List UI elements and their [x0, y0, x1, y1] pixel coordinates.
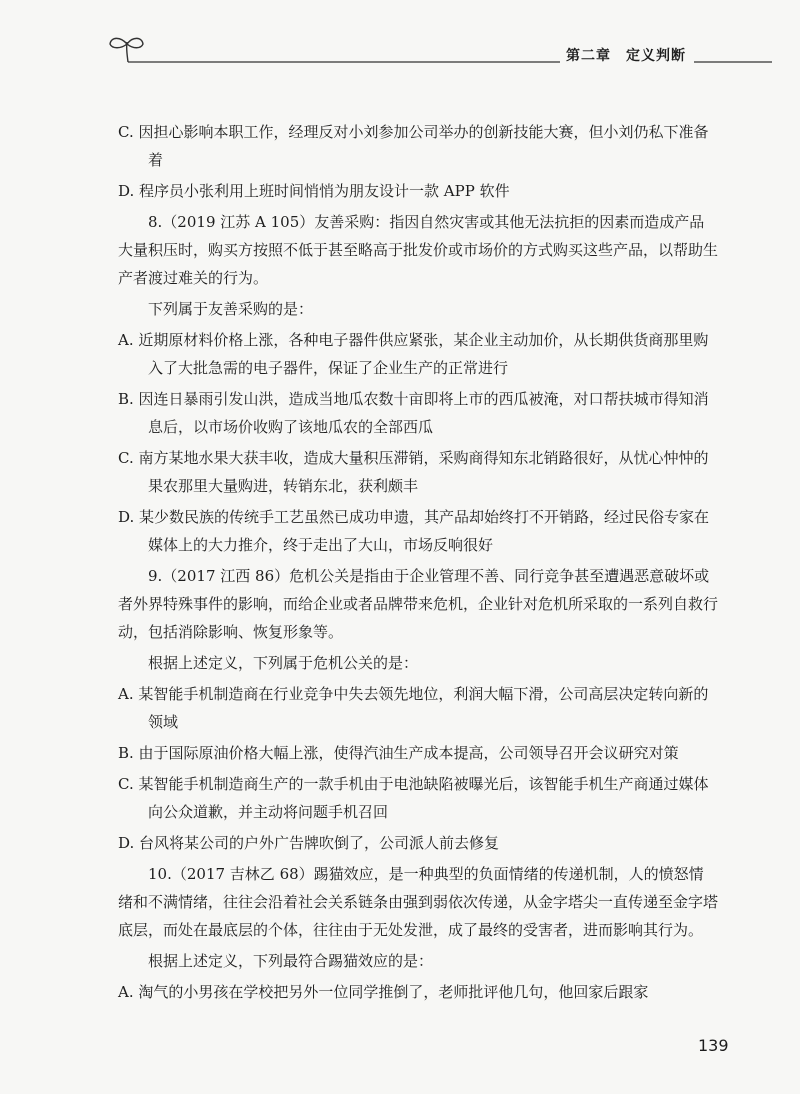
chapter-title: 第二章 定义判断 — [566, 48, 686, 64]
answer-option: D. 某少数民族的传统手工艺虽然已成功申遗，其产品却始终打不开销路，经过民俗专家在媒体上的大力推介，终于走出了大山，市场反响很好 — [118, 508, 710, 554]
page-header — [0, 0, 800, 80]
sprout-icon — [110, 38, 143, 62]
question-text: 下列属于友善采购的是： — [148, 300, 314, 318]
answer-option: D. 台风将某公司的户外广告牌吹倒了，公司派人前去修复 — [118, 834, 500, 852]
question-text: 10.（2017 吉林乙 68）踢猫效应，是一种典型的负面情绪的传递机制，人的愤怒情绪和不满情绪，往往会沿着社会关系链条由强到弱依次传递，从金字塔尖一直传递至金字塔底层，而处在最底层的个体，往往由于无处发泄，成了最终的受害者，进而影响其行为。 — [118, 865, 719, 939]
question-text: 根据上述定义，下列属于危机公关的是： — [148, 654, 419, 672]
answer-option: D. 程序员小张利用上班时间悄悄为朋友设计一款 APP 软件 — [118, 182, 510, 200]
answer-option: C. 因担心影响本职工作，经理反对小刘参加公司举办的创新技能大赛，但小刘仍私下准备着 — [118, 123, 709, 169]
page-number: 139 — [698, 1036, 729, 1055]
question-text: 8.（2019 江苏 A 105）友善采购：指因自然灾害或其他无法抗拒的因素而造成产品大量积压时，购买方按照不低于甚至略高于批发价或市场价的方式购买这些产品，以帮助生产者渡过难关的行为。 — [118, 213, 719, 287]
answer-option: A. 某智能手机制造商在行业竞争中失去领先地位，利润大幅下滑，公司高层决定转向新的领域 — [118, 685, 709, 731]
question-text: 根据上述定义，下列最符合踢猫效应的是： — [148, 952, 434, 970]
question-text: 9.（2017 江西 86）危机公关是指由于企业管理不善、同行竞争甚至遭遇恶意破坏或者外界特殊事件的影响，而给企业或者品牌带来危机，企业针对危机所采取的一系列自救行动，包括消除影响、恢复形象等。 — [118, 567, 719, 641]
answer-option: C. 南方某地水果大获丰收，造成大量积压滞销，采购商得知东北销路很好，从忧心忡忡的果农那里大量购进，转销东北，获利颇丰 — [118, 449, 709, 495]
answer-option: A. 淘气的小男孩在学校把另外一位同学推倒了，老师批评他几句，他回家后跟家 — [118, 983, 649, 1001]
header-decoration — [0, 0, 800, 80]
answer-option: A. 近期原材料价格上涨，各种电子器件供应紧张，某企业主动加价，从长期供货商那里购入了大批急需的电子器件，保证了企业生产的正常进行 — [118, 331, 709, 377]
answer-option: B. 因连日暴雨引发山洪，造成当地瓜农数十亩即将上市的西瓜被淹，对口帮扶城市得知消息后，以市场价收购了该地瓜农的全部西瓜 — [118, 390, 709, 436]
page-content — [118, 118, 718, 1009]
answer-option: C. 某智能手机制造商生产的一款手机由于电池缺陷被曝光后，该智能手机生产商通过媒体向公众道歉，并主动将问题手机召回 — [118, 775, 709, 821]
answer-option: B. 由于国际原油价格大幅上涨，使得汽油生产成本提高，公司领导召开会议研究对策 — [118, 744, 679, 762]
